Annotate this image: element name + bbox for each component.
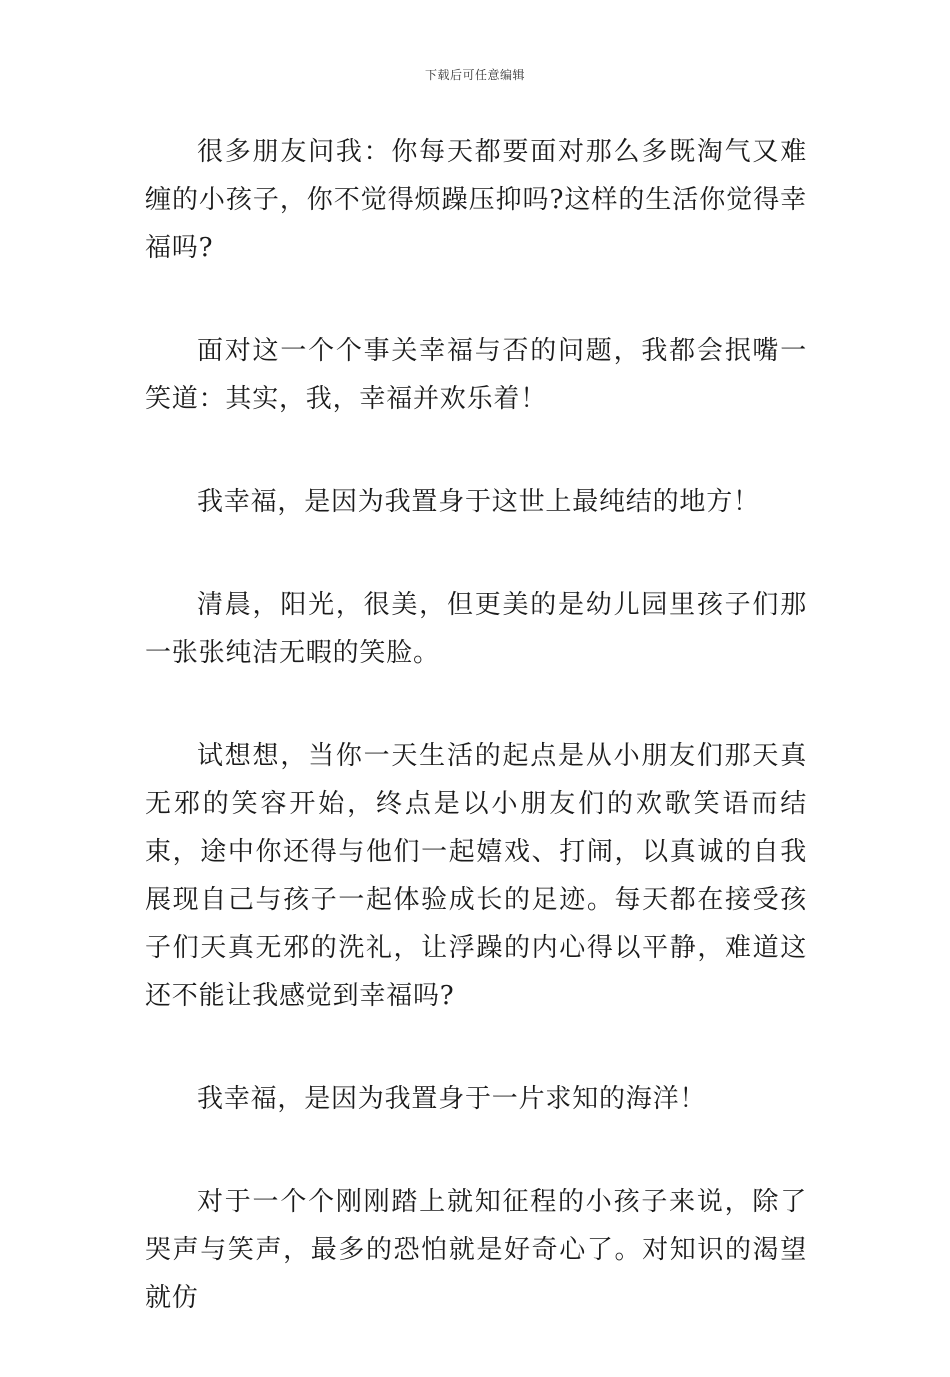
paragraph-2: 面对这一个个事关幸福与否的问题，我都会抿嘴一笑道：其实，我，幸福并欢乐着！ (145, 336, 807, 414)
paragraph-1: 很多朋友问我：你每天都要面对那么多既淘气又难缠的小孩子，你不觉得烦躁压抑吗?这样的生活你觉得幸福吗? (145, 137, 807, 263)
header-note: 下载后可任意编辑 (424, 68, 525, 82)
paragraph-3: 我幸福，是因为我置身于这世上最纯结的地方！ (197, 487, 760, 517)
paragraph-7: 对于一个个刚刚踏上就知征程的小孩子来说，除了哭声与笑声，最多的恐怕就是好奇心了。对知识的渴望就仿 (145, 1187, 807, 1313)
document-body (145, 128, 807, 1377)
paragraph-4: 清晨，阳光，很美，但更美的是幼儿园里孩子们那一张张纯洁无暇的笑脸。 (145, 590, 807, 668)
paragraph-6: 我幸福，是因为我置身于一片求知的海洋！ (197, 1084, 707, 1114)
paragraph-5: 试想想，当你一天生活的起点是从小朋友们那天真无邪的笑容开始，终点是以小朋友们的欢歌笑语而结束，途中你还得与他们一起嬉戏、打闹，以真诚的自我展现自己与孩子一起体验成长的足迹。每天都在接受孩子们天真无邪的洗礼，让浮躁的内心得以平静，难道这还不能让我感觉到幸福吗? (145, 741, 807, 1011)
